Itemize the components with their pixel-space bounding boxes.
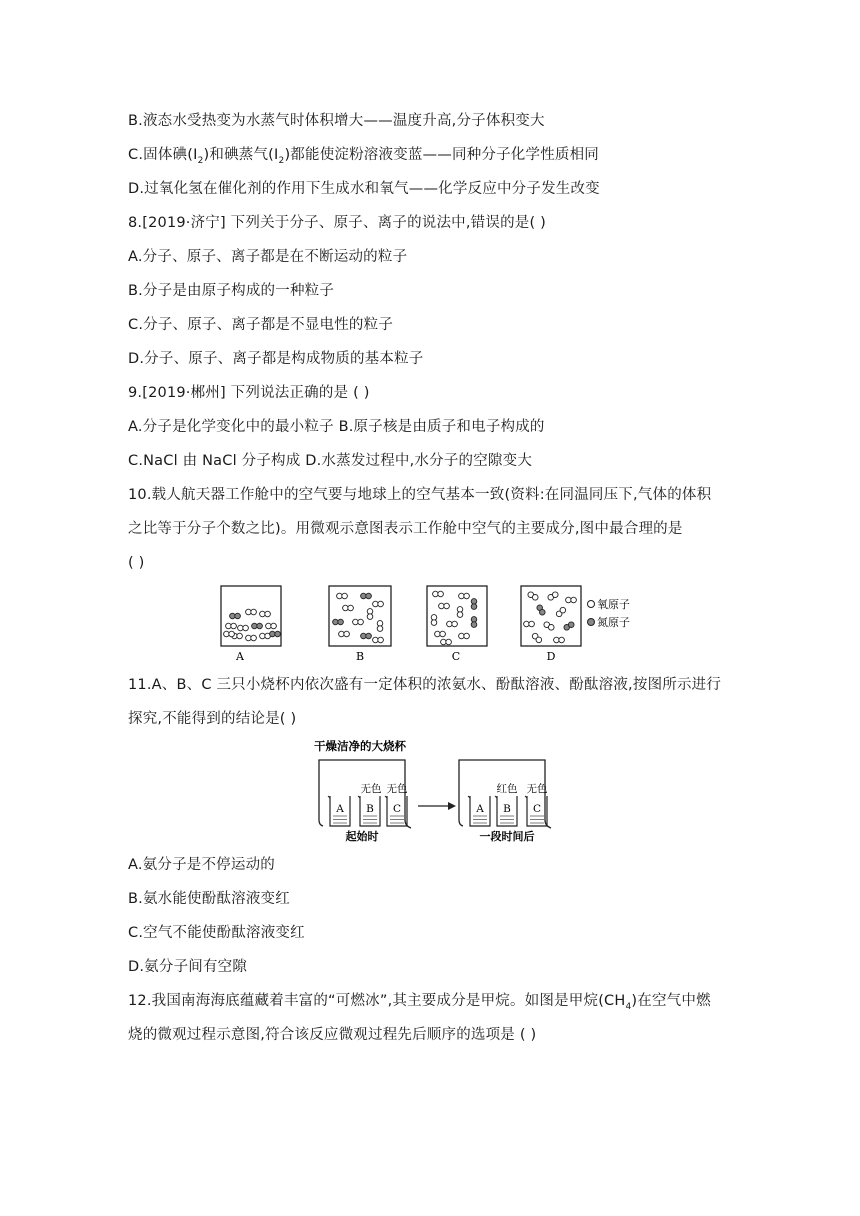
q10-stem-line3: ( ) (128, 555, 145, 571)
q10-label-c: C (451, 650, 461, 663)
q10-label-b: B (355, 650, 365, 663)
q12-line1-part2: )在空气中燃 (631, 993, 711, 1009)
oxygen-atom-icon (438, 591, 444, 597)
q9-options-cd: C.NaCl 由 NaCl 分子构成 D.水蒸发过程中,水分子的空隙变大 (128, 453, 533, 469)
oxygen-atom-icon (265, 611, 271, 617)
oxygen-atom-icon (229, 631, 235, 637)
oxygen-atom-icon (560, 607, 566, 613)
q8-option-d: D.分子、原子、离子都是构成物质的基本粒子 (128, 351, 424, 367)
q7-c-part3: )都能使淀粉溶液变蓝——同种分子化学性质相同 (284, 147, 600, 163)
oxygen-atom-icon (446, 639, 452, 645)
q10-particle-diagram (220, 582, 680, 664)
nitrogen-atom-icon (275, 631, 281, 637)
q10-label-d: D (546, 650, 556, 663)
q7-c-part2: )和碘蒸气(I (203, 147, 279, 163)
nitrogen-atom-icon (366, 593, 372, 599)
svg-text:B: B (366, 803, 374, 815)
q12-stem-line1 (128, 991, 711, 1017)
later-small-beaker-c (525, 796, 547, 826)
q12-subscript: 4 (625, 1001, 632, 1012)
nitrogen-atom-icon (540, 609, 546, 615)
q11-stem-line1: 11.A、B、C 三只小烧杯内依次盛有一定体积的浓氨水、酚酞溶液、酚酞溶液,按图所示进行 (128, 677, 722, 693)
oxygen-atom-icon (452, 621, 458, 627)
q7-option-b: B.液态水受热变为水蒸气时体积增大——温度升高,分子体积变大 (128, 113, 545, 129)
oxygen-atom-icon (251, 635, 257, 641)
q11-start-c-color: 无色 (386, 783, 408, 795)
q8-option-b: B.分子是由原子构成的一种粒子 (128, 283, 335, 299)
oxygen-atom-icon (342, 593, 348, 599)
q9-options-ab: A.分子是化学变化中的最小粒子 B.原子核是由质子和电子构成的 (128, 419, 545, 435)
q11-experiment-diagram (305, 736, 570, 846)
oxygen-atom-icon (271, 623, 277, 629)
oxygen-atom-icon (367, 614, 373, 620)
oxygen-atom-icon (378, 637, 384, 643)
nitrogen-atom-icon (366, 633, 372, 639)
oxygen-atom-icon (348, 605, 354, 611)
q12-stem-line2: 烧的微观过程示意图,符合该反应微观过程先后顺序的选项是 ( ) (128, 1027, 537, 1043)
arrow-head-icon (448, 802, 456, 810)
q11-option-a: A.氨分子是不停运动的 (128, 857, 275, 873)
q11-option-b: B.氨水能使酚酞溶液变红 (128, 891, 290, 907)
oxygen-atom-icon (464, 633, 470, 639)
nitrogen-atom-icon (338, 619, 344, 625)
oxygen-atom-icon (464, 593, 470, 599)
q11-later-b-color: 红色 (496, 783, 518, 795)
oxygen-atom-icon (559, 637, 565, 643)
start-small-beaker-a (328, 796, 350, 826)
oxygen-atom-icon (532, 595, 538, 601)
oxygen-atom-icon (251, 609, 257, 615)
nitrogen-atom-legend-icon (588, 619, 595, 626)
oxygen-atom-icon (548, 625, 554, 631)
q12-line1-part1: 12.我国南海海底蕴藏着丰富的“可燃冰”,其主要成分是甲烷。如图是甲烷(CH (128, 993, 626, 1009)
q8-option-a: A.分子、原子、离子都是在不断运动的粒子 (128, 249, 408, 265)
q7-c-part1: C.固体碘(I (128, 147, 198, 163)
oxygen-atom-icon (243, 625, 249, 631)
oxygen-atom-icon (440, 631, 446, 637)
q11-option-c: C.空气不能使酚酞溶液变红 (128, 925, 305, 941)
svg-text:B: B (503, 803, 511, 815)
oxygen-atom-icon (378, 601, 384, 607)
oxygen-atom-icon (552, 592, 558, 598)
oxygen-atom-icon (237, 633, 243, 639)
later-small-beaker-a (468, 796, 490, 826)
q7-option-d: D.过氧化氢在催化剂的作用下生成水和氧气——化学反应中分子发生改变 (128, 181, 600, 197)
q11-option-d: D.氨分子间有空隙 (128, 959, 248, 975)
oxygen-atom-icon (431, 620, 437, 626)
q11-later-c-color: 无色 (526, 783, 548, 795)
svg-text:A: A (336, 803, 344, 815)
q11-later-label: 一段时间后 (479, 830, 535, 843)
nitrogen-atom-icon (471, 622, 477, 628)
oxygen-atom-icon (529, 621, 535, 627)
start-small-beaker-b (358, 796, 380, 826)
start-small-beaker-c (385, 796, 407, 826)
q11-start-b-color: 无色 (360, 783, 382, 795)
oxygen-atom-icon (536, 637, 542, 643)
q11-stem-line2: 探究,不能得到的结论是( ) (128, 711, 297, 727)
nitrogen-atom-icon (568, 622, 574, 628)
q10-stem-line2: 之比等于分子个数之比)。用微观示意图表示工作舱中空气的主要成分,图中最合理的是 (128, 521, 683, 537)
oxygen-atom-icon (377, 626, 383, 632)
q10-legend-oxygen: 氧原子 (597, 598, 630, 611)
oxygen-atom-icon (231, 623, 237, 629)
svg-text:C: C (532, 803, 542, 815)
svg-text:C: C (392, 803, 402, 815)
oxygen-atom-icon (457, 612, 463, 618)
q10-label-a: A (236, 650, 244, 663)
q8-option-c: C.分子、原子、离子都是不显电性的粒子 (128, 317, 394, 333)
nitrogen-atom-icon (257, 623, 263, 629)
q11-start-label: 起始时 (345, 830, 379, 843)
q9-stem: 9.[2019·郴州] 下列说法正确的是 ( ) (128, 385, 370, 401)
oxygen-atom-icon (358, 619, 364, 625)
svg-text:A: A (476, 803, 484, 815)
oxygen-atom-legend-icon (588, 601, 595, 608)
later-small-beaker-b (495, 796, 517, 826)
q11-big-beaker-label: 干燥洁净的大烧杯 (314, 739, 406, 753)
q7-c-sub2: 2 (278, 155, 285, 166)
oxygen-atom-icon (344, 631, 350, 637)
nitrogen-atom-icon (235, 613, 241, 619)
q10-legend-nitrogen: 氮原子 (597, 616, 630, 629)
oxygen-atom-icon (444, 603, 450, 609)
nitrogen-atom-icon (471, 604, 477, 610)
q7-option-c (128, 145, 599, 171)
q8-stem: 8.[2019·济宁] 下列关于分子、原子、离子的说法中,错误的是( ) (128, 215, 546, 231)
q10-stem-line1: 10.载人航天器工作舱中的空气要与地球上的空气基本一致(资料:在同温同压下,气体的体积 (128, 487, 712, 503)
oxygen-atom-icon (571, 597, 577, 603)
q7-c-sub1: 2 (197, 155, 204, 166)
